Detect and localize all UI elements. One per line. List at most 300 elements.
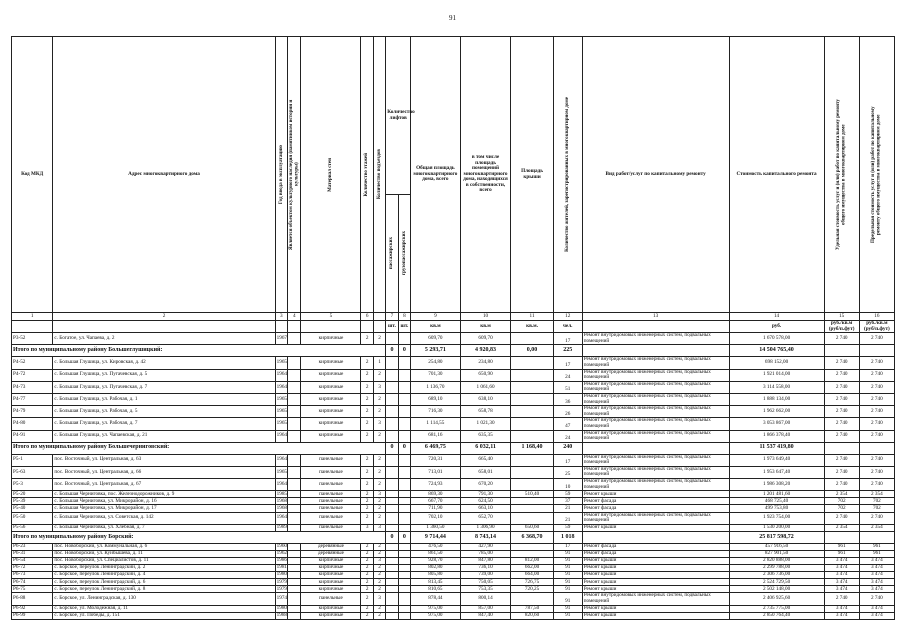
- table-cell: 787,50: [511, 605, 553, 612]
- table-cell: 2 740: [859, 406, 894, 418]
- table-cell: [386, 524, 398, 531]
- table-cell: [288, 543, 301, 550]
- total-cell: 0: [386, 531, 398, 543]
- table-cell: [288, 430, 301, 442]
- table-cell: 1979: [276, 578, 288, 585]
- table-cell: 1 530 200,00: [729, 524, 824, 531]
- total-cell: 0: [386, 345, 398, 357]
- table-cell: [288, 479, 301, 491]
- total-cell: Итого по муниципальному району Большеглушицкий:: [12, 345, 386, 357]
- table-cell: 2 740: [859, 593, 894, 605]
- column-index-cell: 8: [398, 313, 410, 321]
- column-index-cell: 1: [12, 313, 53, 321]
- table-cell: 2 740: [859, 393, 894, 405]
- table-cell: 753,35: [460, 586, 511, 593]
- table-cell: 2: [361, 512, 373, 524]
- table-cell: Р6-75: [12, 586, 53, 593]
- table-cell: Р4-77: [12, 393, 53, 405]
- table-cell: кирпичные: [301, 612, 361, 619]
- header-lifts-cargo: грузопассажирских: [398, 195, 410, 313]
- table-cell: [386, 393, 398, 405]
- header-works: Вид работ/услуг по капитальному ремонту: [582, 37, 729, 313]
- column-index-cell: 3: [275, 313, 287, 321]
- table-cell: с. Большая Черниговка, ул. Микрорайон, д. 16: [53, 498, 275, 505]
- table-cell: [288, 498, 301, 505]
- table-cell: 1964: [275, 454, 287, 466]
- table-cell: [511, 593, 553, 605]
- table-cell: [511, 357, 553, 369]
- table-cell: с. Большая Глушица, ул. Рабочая, д. 7: [53, 418, 275, 430]
- column-index-cell: 10: [460, 313, 511, 321]
- table-cell: 802,80: [411, 565, 461, 572]
- table-cell: 681,16: [411, 430, 461, 442]
- column-index-cell: 12: [553, 313, 582, 321]
- building-row: [12, 505, 895, 512]
- table-cell: Р6-88: [12, 593, 53, 605]
- total-cell: [824, 442, 859, 454]
- table-cell: 91: [553, 586, 582, 593]
- table-cell: [511, 505, 553, 512]
- table-cell: 37: [553, 498, 582, 505]
- table-cell: [398, 381, 410, 393]
- table-cell: 664,00: [511, 572, 553, 579]
- header-row: [12, 37, 895, 195]
- table-cell: Р6-73: [12, 572, 53, 579]
- table-cell: 1986: [276, 557, 288, 564]
- table-cell: Ремонт фасада: [582, 550, 729, 557]
- table-cell: [386, 593, 398, 605]
- table-cell: [288, 579, 301, 586]
- column-index-cell: 14: [729, 313, 824, 321]
- table-cell: 2 740: [824, 512, 859, 524]
- table-cell: 47: [553, 418, 582, 430]
- table-cell: Ремонт внутридомовых инженерных систем, подвальных помещений: [582, 406, 729, 418]
- total-cell: 6 032,11: [460, 442, 511, 454]
- header-floors: Количество этажей: [361, 37, 373, 313]
- building-row: [12, 593, 895, 605]
- repair-program-table: [11, 36, 895, 620]
- table-cell: [386, 466, 398, 478]
- table-cell: [398, 406, 410, 418]
- total-cell: 0: [386, 442, 398, 454]
- table-cell: 2: [361, 550, 373, 557]
- table-cell: 2: [361, 572, 373, 579]
- table-cell: 2 354: [859, 491, 894, 498]
- table-cell: [288, 593, 301, 605]
- table-cell: 2: [361, 565, 373, 572]
- table-cell: 2: [373, 479, 385, 491]
- table-cell: 1 923 754,00: [729, 512, 824, 524]
- building-row: [12, 393, 895, 405]
- table-cell: с. Большая Черниговка, ул. Хлебная, д. 7: [53, 524, 275, 531]
- table-cell: пос. Новоборский, ул. Коммунальная, д. 6: [53, 543, 275, 550]
- table-cell: [398, 565, 410, 572]
- table-cell: 2: [361, 333, 373, 345]
- table-cell: Р6-74: [12, 579, 53, 586]
- unit-cell: кв.м.: [511, 321, 553, 333]
- table-cell: 2 354: [824, 491, 859, 498]
- table-cell: [398, 454, 410, 466]
- table-cell: Р6-31: [12, 550, 53, 557]
- table-cell: 702: [824, 498, 859, 505]
- table-cell: [386, 479, 398, 491]
- building-row: [12, 430, 895, 442]
- table-cell: 2 524 729,50: [729, 579, 824, 586]
- table-cell: Ремонт внутридомовых инженерных систем, подвальных помещений: [582, 381, 729, 393]
- table-cell: 624,50: [460, 498, 511, 505]
- table-cell: 2 850 764,40: [729, 612, 824, 619]
- table-cell: 2: [373, 550, 385, 557]
- header-owned-area: в том числе площадь помещений многоквартирного дома, находящихся в собственности, всего: [460, 37, 511, 313]
- table-cell: 726,75: [511, 579, 553, 586]
- table-cell: 1964: [275, 479, 287, 491]
- table-cell: Р6-54: [12, 558, 53, 565]
- table-cell: 658,01: [460, 466, 511, 478]
- table-cell: [511, 406, 553, 418]
- building-row: [12, 479, 895, 491]
- district-total-row: [12, 531, 895, 543]
- table-cell: [386, 430, 398, 442]
- table-cell: панельные: [301, 491, 361, 498]
- table-cell: с. Большая Черниговка, ул. Микрорайон, д. 17: [53, 505, 275, 512]
- table-cell: [386, 505, 398, 512]
- table-cell: [386, 381, 398, 393]
- table-cell: [386, 550, 398, 557]
- table-cell: кирпичные: [301, 558, 361, 565]
- table-cell: 2 740: [824, 333, 859, 345]
- table-cell: 2: [361, 505, 373, 512]
- column-index-cell: 9: [411, 313, 461, 321]
- table-cell: с. Борское, переулок Ленинградский, д. 4: [53, 572, 275, 579]
- table-cell: Ремонт внутридомовых инженерных систем, подвальных помещений: [582, 593, 729, 605]
- table-cell: [288, 418, 301, 430]
- header-heritage: Является объектом культурного наследия (памятником истории и культуры): [288, 37, 301, 313]
- table-cell: кирпичные: [301, 381, 361, 393]
- table-cell: с. Богатое, ул. Чапаева, д. 2: [53, 333, 275, 345]
- table-cell: [288, 605, 301, 612]
- table-cell: с. Борское, переулок Ленинградский, д. 2: [53, 565, 275, 572]
- table-cell: 3: [373, 418, 385, 430]
- table-cell: Ремонт внутридомовых инженерных систем, подвальных помещений: [582, 393, 729, 405]
- building-row: [12, 572, 895, 579]
- table-cell: пос. Новоборский, ул. Куйбышева, д. 11: [53, 550, 275, 557]
- table-cell: Ремонт фасада: [582, 505, 729, 512]
- table-cell: 2 740: [824, 393, 859, 405]
- table-cell: [386, 543, 398, 550]
- table-cell: панельные: [301, 498, 361, 505]
- page-number: 91: [449, 14, 456, 22]
- table-cell: кирпичные: [301, 586, 361, 593]
- table-cell: [398, 418, 410, 430]
- header-entrances: Количество подъездов: [373, 37, 385, 313]
- total-cell: [824, 345, 859, 357]
- table-cell: 1 670 578,00: [729, 333, 824, 345]
- table-cell: [398, 491, 410, 498]
- table-cell: 2 354: [859, 524, 894, 531]
- table-cell: 1989: [276, 523, 288, 530]
- total-cell: [582, 531, 729, 543]
- table-cell: 59: [553, 524, 582, 531]
- table-cell: [511, 454, 553, 466]
- table-cell: [288, 565, 301, 572]
- table-cell: 2 740: [859, 357, 894, 369]
- table-cell: панельные: [301, 466, 361, 478]
- table-cell: 2 735 775,00: [729, 605, 824, 612]
- table-cell: 1964: [275, 430, 287, 442]
- table-cell: Ремонт внутридомовых инженерных систем, подвальных помещений: [582, 454, 729, 466]
- table-cell: пос. Восточный, ул. Центральная, д. 67: [53, 479, 275, 491]
- table-cell: [511, 393, 553, 405]
- table-cell: 17: [553, 454, 582, 466]
- table-cell: [398, 430, 410, 442]
- building-row: [12, 369, 895, 381]
- table-cell: [386, 357, 398, 369]
- table-cell: 847,80: [460, 558, 511, 565]
- table-cell: [288, 512, 301, 524]
- table-cell: деревянные: [301, 543, 361, 550]
- table-cell: 59: [553, 491, 582, 498]
- table-cell: 857,00: [460, 605, 511, 612]
- table-cell: 1965: [275, 393, 287, 405]
- table-cell: 713,01: [411, 466, 461, 478]
- table-cell: 961: [824, 550, 859, 557]
- table-cell: 1 360,50: [411, 524, 461, 531]
- total-cell: [824, 531, 859, 543]
- table-cell: 25: [553, 466, 582, 478]
- table-cell: 1 866 378,40: [729, 430, 824, 442]
- table-cell: 2: [361, 369, 373, 381]
- table-cell: Р3-52: [12, 333, 53, 345]
- table-cell: 791,30: [460, 491, 511, 498]
- building-row: [12, 357, 895, 369]
- total-cell: 11 537 419,80: [729, 442, 824, 454]
- header-walls: Материал стен: [301, 37, 361, 313]
- table-cell: [386, 586, 398, 593]
- table-cell: 2: [361, 466, 373, 478]
- table-cell: [398, 612, 410, 619]
- table-cell: 3: [361, 524, 373, 531]
- table-cell: 724,93: [411, 479, 461, 491]
- table-cell: 650,90: [460, 369, 511, 381]
- table-cell: [288, 466, 301, 478]
- table-cell: 3 474: [824, 579, 859, 586]
- table-cell: Ремонт внутридомовых инженерных систем, подвальных помещений: [582, 479, 729, 491]
- table-cell: 3: [373, 381, 385, 393]
- table-cell: 91: [553, 612, 582, 619]
- table-cell: 17: [553, 333, 582, 345]
- table-cell: 1960: [276, 543, 288, 550]
- total-cell: [582, 442, 729, 454]
- table-cell: 702: [859, 505, 894, 512]
- table-cell: [386, 369, 398, 381]
- table-cell: кирпичные: [301, 430, 361, 442]
- table-cell: 91: [553, 565, 582, 572]
- table-cell: 2: [361, 393, 373, 405]
- unit-cell: руб./кв.м (руб/п.фут): [859, 321, 894, 333]
- table-cell: 2 740: [859, 512, 894, 524]
- table-cell: 1965: [275, 466, 287, 478]
- table-cell: 652,70: [460, 512, 511, 524]
- building-row: [12, 466, 895, 478]
- total-cell: 0: [398, 345, 410, 357]
- table-cell: 716,30: [411, 406, 461, 418]
- table-cell: [386, 565, 398, 572]
- table-cell: с. Большая Глушица, ул. Пугачевская, д. 7: [53, 381, 275, 393]
- table-cell: 861,50: [411, 550, 461, 557]
- table-cell: 2 740: [859, 369, 894, 381]
- table-cell: [288, 357, 301, 369]
- table-cell: Р5-1: [12, 454, 53, 466]
- table-cell: 609,70: [460, 333, 511, 345]
- table-cell: [511, 512, 553, 524]
- table-cell: 1 962 662,00: [729, 406, 824, 418]
- table-cell: Р6-23: [12, 543, 53, 550]
- table-cell: 2: [373, 369, 385, 381]
- table-cell: 2 354: [824, 524, 859, 531]
- table-cell: 3 474: [824, 612, 859, 619]
- table-cell: 2: [373, 572, 385, 579]
- total-cell: 1 168,40: [511, 442, 553, 454]
- table-cell: Ремонт крыши: [582, 558, 729, 565]
- table-cell: 457 916,50: [729, 543, 824, 550]
- table-cell: 785,00: [460, 550, 511, 557]
- table-cell: 1981: [276, 564, 288, 571]
- table-cell: Ремонт внутридомовых инженерных систем, подвальных помещений: [582, 418, 729, 430]
- table-cell: 3: [373, 593, 385, 605]
- table-cell: [398, 593, 410, 605]
- table-cell: [386, 579, 398, 586]
- table-cell: 2 406 925,60: [729, 593, 824, 605]
- table-cell: 635,35: [460, 430, 511, 442]
- table-cell: 961: [859, 543, 894, 550]
- total-cell: 0,00: [511, 345, 553, 357]
- total-cell: [582, 345, 729, 357]
- table-cell: [288, 524, 301, 531]
- table-cell: Ремонт крыши: [582, 612, 729, 619]
- table-cell: Р5-3: [12, 479, 53, 491]
- table-cell: 961: [859, 550, 894, 557]
- table-cell: панельные: [301, 512, 361, 524]
- table-cell: 736,10: [460, 565, 511, 572]
- table-cell: [398, 479, 410, 491]
- table-cell: 1967: [275, 333, 287, 345]
- table-cell: [386, 454, 398, 466]
- table-cell: 2 502 148,00: [729, 586, 824, 593]
- table-cell: 1 953 647,40: [729, 466, 824, 478]
- table-cell: 820,60: [511, 612, 553, 619]
- table-cell: 499 753,80: [729, 505, 824, 512]
- table-cell: 2: [373, 498, 385, 505]
- table-cell: 1 986 308,20: [729, 479, 824, 491]
- table-cell: Р4-72: [12, 369, 53, 381]
- column-index-cell: 7: [386, 313, 398, 321]
- total-cell: [859, 442, 894, 454]
- table-cell: 1974: [275, 593, 287, 605]
- table-cell: 2 740: [859, 430, 894, 442]
- table-cell: [398, 579, 410, 586]
- table-cell: 1 021,30: [460, 418, 511, 430]
- table-cell: 3: [373, 524, 385, 531]
- table-cell: с. Борское, ул. Молодежная, д. 11: [53, 605, 275, 612]
- table-cell: [398, 505, 410, 512]
- table-cell: 254,80: [411, 357, 461, 369]
- table-cell: 2 740: [824, 381, 859, 393]
- table-cell: [288, 586, 301, 593]
- table-cell: 1965: [275, 418, 287, 430]
- table-cell: [386, 491, 398, 498]
- total-cell: 225: [553, 345, 582, 357]
- table-cell: с. Большая Глушица, ул. Кировская, д. 42: [53, 357, 275, 369]
- table-cell: 2: [373, 512, 385, 524]
- total-cell: [859, 531, 894, 543]
- building-row: [12, 381, 895, 393]
- table-cell: 869,30: [411, 491, 461, 498]
- table-cell: 3 474: [824, 558, 859, 565]
- table-cell: 2 740: [859, 381, 894, 393]
- table-cell: 2: [373, 612, 385, 619]
- unit-cell: кв.м: [460, 321, 511, 333]
- table-cell: 1979: [276, 585, 288, 592]
- table-cell: 1968: [276, 497, 288, 504]
- table-cell: 21: [553, 512, 582, 524]
- table-cell: 10: [553, 479, 582, 491]
- table-cell: Р5-50: [12, 512, 53, 524]
- table-cell: 847,40: [460, 612, 511, 619]
- table-cell: [511, 333, 553, 345]
- header-lifts: Количество лифтов: [386, 37, 411, 195]
- table-cell: [288, 612, 301, 619]
- table-cell: [288, 550, 301, 557]
- table-cell: [288, 393, 301, 405]
- table-cell: 2 740: [824, 418, 859, 430]
- table-cell: [398, 605, 410, 612]
- table-cell: 1988: [276, 612, 288, 618]
- header-year: Год ввода в эксплуатацию: [275, 37, 287, 313]
- table-cell: 91: [553, 550, 582, 557]
- table-cell: 689,10: [411, 393, 461, 405]
- district-total-row: [12, 345, 895, 357]
- units-row: [12, 321, 895, 333]
- column-index-cell: 2: [53, 313, 275, 321]
- table-cell: 739,00: [460, 572, 511, 579]
- table-cell: панельные: [301, 524, 361, 531]
- table-cell: 427,90: [460, 543, 511, 550]
- table-cell: [288, 406, 301, 418]
- table-cell: 3 474: [824, 605, 859, 612]
- table-cell: [386, 558, 398, 565]
- table-cell: 667,70: [411, 498, 461, 505]
- table-cell: 3 053 867,00: [729, 418, 824, 430]
- table-cell: 2 740: [859, 418, 894, 430]
- table-cell: Ремонт внутридомовых инженерных систем, подвальных помещений: [582, 333, 729, 345]
- table-cell: 3 474: [859, 572, 894, 579]
- table-cell: 91: [553, 572, 582, 579]
- table-cell: [511, 466, 553, 478]
- table-cell: 2: [373, 430, 385, 442]
- table-cell: [398, 550, 410, 557]
- table-cell: 702: [824, 505, 859, 512]
- table-cell: 1 306,90: [460, 524, 511, 531]
- table-cell: [398, 543, 410, 550]
- table-cell: 2 740: [859, 466, 894, 478]
- table-cell: 91: [553, 558, 582, 565]
- table-cell: 1965: [275, 357, 287, 369]
- table-cell: 2: [361, 357, 373, 369]
- table-cell: 665,40: [460, 454, 511, 466]
- column-index-cell: 13: [582, 313, 729, 321]
- total-cell: 14 504 765,40: [729, 345, 824, 357]
- table-cell: Ремонт крыши: [582, 579, 729, 586]
